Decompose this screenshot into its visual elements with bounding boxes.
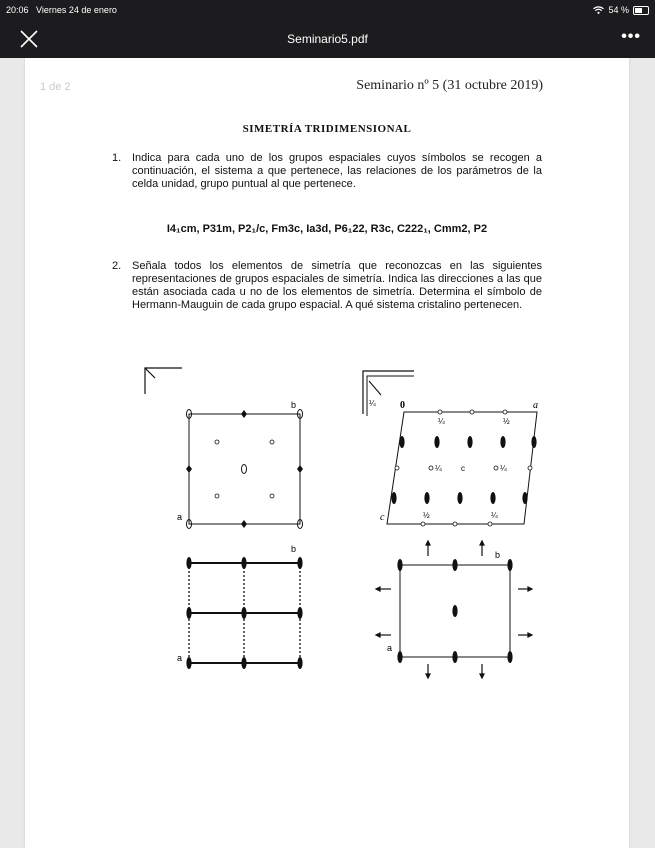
status-date: Viernes 24 de enero bbox=[36, 5, 117, 15]
question-2-text: Señala todos los elementos de simetría que reconozcas en las siguientes representaciones de grupos espaciales de simetría. Indica las direcciones a las que están asociada cada u no de los elementos de simetría. Determina el símbolo de Hermann-Mauguin de cada grupo espacial. A qué sistema cristalino pertenecen. bbox=[132, 260, 542, 311]
diagram-3-b-label: b bbox=[291, 544, 297, 554]
document-toolbar bbox=[0, 20, 655, 58]
diagram-2 bbox=[363, 371, 538, 526]
diagram-2-half-label: ½ bbox=[503, 417, 510, 426]
diagram-2-a-label: a bbox=[533, 400, 538, 411]
diagram-2-origin-label: 0 bbox=[400, 400, 405, 411]
diagram-3-a-label: a bbox=[177, 653, 183, 663]
more-options-icon[interactable]: ••• bbox=[621, 28, 641, 45]
diagram-2-quarter-label: ¼ bbox=[491, 511, 498, 520]
diagram-2-center-label: c bbox=[461, 464, 465, 473]
diagram-4 bbox=[376, 541, 532, 678]
section-title: SIMETRÍA TRIDIMENSIONAL bbox=[242, 123, 412, 135]
diagram-2-c-label: c bbox=[380, 512, 385, 523]
status-bar bbox=[0, 0, 655, 20]
status-time: 20:06 bbox=[6, 5, 29, 15]
question-1-text: Indica para cada uno de los grupos espaciales cuyos símbolos se recogen a continuación, el sistema a que pertenece, las relaciones de los parámetros de la celda unidad, grupo puntual al que pertenece. bbox=[132, 152, 542, 190]
battery-icon bbox=[633, 6, 649, 15]
diagram-4-a-label: a bbox=[387, 643, 393, 653]
diagram-2-half-label: ½ bbox=[423, 511, 430, 520]
pdf-page bbox=[25, 58, 629, 848]
diagram-2-quarter-label: ¼ bbox=[435, 464, 442, 473]
page-header: Seminario nº 5 (31 octubre 2019) bbox=[356, 78, 543, 93]
space-group-list: I4₁cm, P31m, P2₁/c, Fm3c, Ia3d, P6₁22, R3c, C222₁, Cmm2, P2 bbox=[166, 223, 488, 235]
diagram-2-quarter-label: ¼ bbox=[369, 399, 376, 408]
diagram-3 bbox=[177, 544, 303, 669]
page-indicator: 1 de 2 bbox=[40, 81, 71, 93]
symmetry-diagrams bbox=[25, 58, 629, 848]
question-2-number: 2. bbox=[112, 260, 122, 272]
diagram-2-quarter-label: ¼ bbox=[438, 417, 445, 426]
wifi-icon bbox=[593, 6, 604, 14]
diagram-1 bbox=[145, 368, 303, 529]
diagram-1-a-label: a bbox=[177, 512, 183, 522]
document-title: Seminario5.pdf bbox=[287, 32, 368, 46]
diagram-1-b-label: b bbox=[291, 400, 297, 410]
question-1-number: 1. bbox=[112, 152, 122, 164]
battery-percent: 54 % bbox=[608, 5, 629, 15]
diagram-4-b-label: b bbox=[495, 550, 501, 560]
diagram-2-quarter-label: ¼ bbox=[500, 464, 507, 473]
